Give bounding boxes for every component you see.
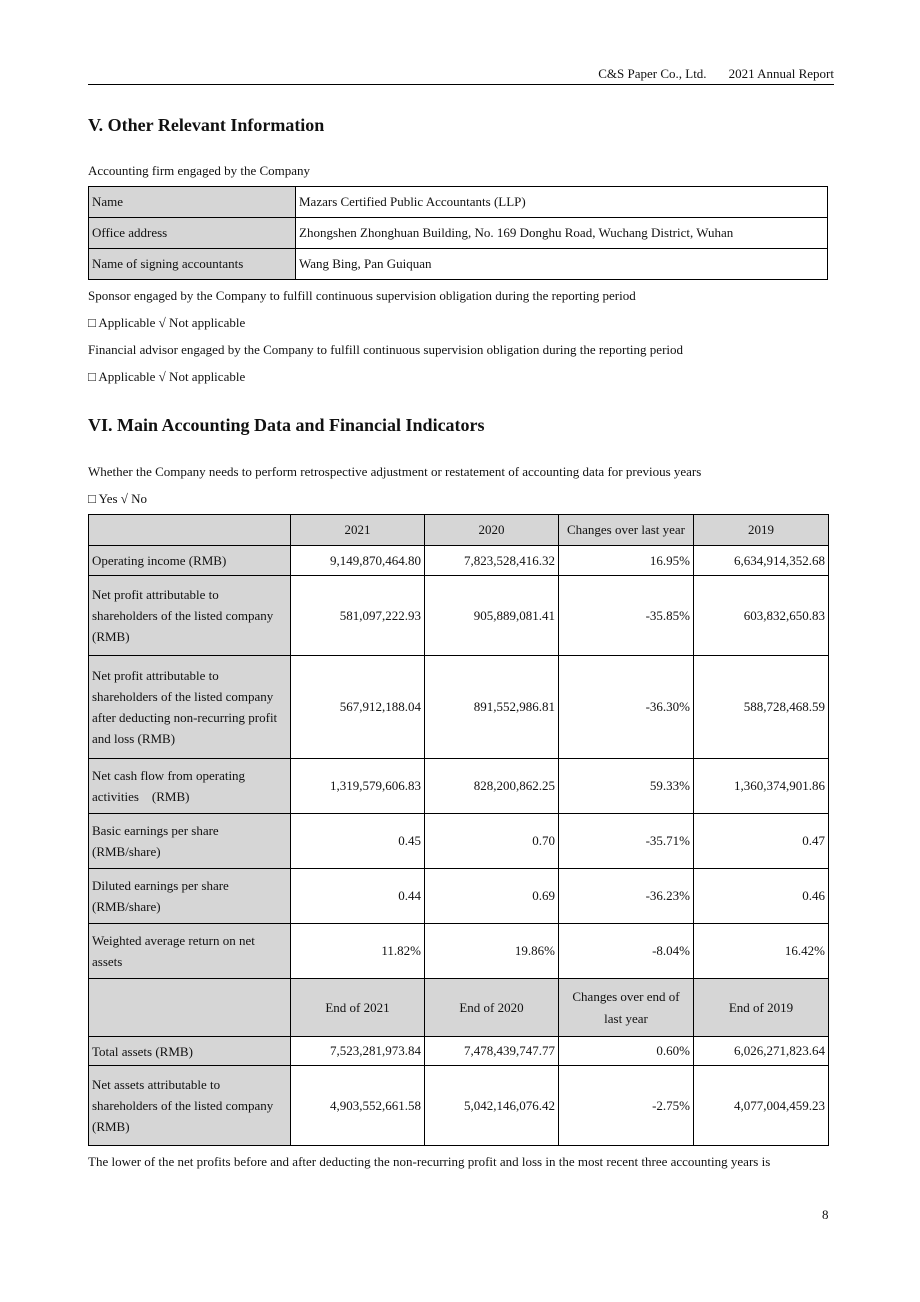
restatement-question: Whether the Company needs to perform retrospective adjustment or restatement of accounting data for previous years [88,464,702,479]
value-cell: 603,832,650.83 [694,576,829,656]
restatement-answer: □ Yes √ No [88,491,148,506]
advisor-option: □ Applicable √ Not applicable [88,369,246,384]
header-cell: 2019 [694,515,829,546]
table-row [89,759,829,814]
accounting-firm-table [88,186,828,280]
value-cell: 11.82% [291,924,425,979]
table-row [89,249,828,280]
table-row [89,546,829,576]
firm-value: Zhongshen Zhonghuan Building, No. 169 Donghu Road, Wuchang District, Wuhan [296,218,828,249]
row-label: Net profit attributable to shareholders of the listed company after deducting non-recurring profit and loss (RMB) [89,656,291,759]
row-label: Diluted earnings per share (RMB/share) [89,869,291,924]
header-company: C&S Paper Co., Ltd. [598,66,707,81]
firm-label: Name [89,187,296,218]
value-cell: -2.75% [559,1066,694,1146]
row-label: Weighted average return on net assets [89,924,291,979]
accounting-firm-intro: Accounting firm engaged by the Company [88,163,311,178]
value-cell: 5,042,146,076.42 [425,1066,559,1146]
sponsor-option: □ Applicable √ Not applicable [88,315,246,330]
header-cell: End of 2021 [291,979,425,1037]
value-cell: 0.44 [291,869,425,924]
value-cell: 0.60% [559,1037,694,1066]
value-cell: 4,077,004,459.23 [694,1066,829,1146]
value-cell: 7,823,528,416.32 [425,546,559,576]
value-cell: 891,552,986.81 [425,656,559,759]
page-header [88,66,834,85]
header-cell: Changes over end of last year [559,979,694,1037]
value-cell: 1,360,374,901.86 [694,759,829,814]
value-cell: 1,319,579,606.83 [291,759,425,814]
financial-indicators-table [88,514,829,1146]
value-cell: 9,149,870,464.80 [291,546,425,576]
header-cell: End of 2020 [425,979,559,1037]
value-cell: 0.69 [425,869,559,924]
value-cell: 7,478,439,747.77 [425,1037,559,1066]
header-cell: Changes over last year [559,515,694,546]
table-row [89,218,828,249]
value-cell: 16.42% [694,924,829,979]
row-label: Net cash flow from operating activities (RMB) [89,759,291,814]
value-cell: -35.71% [559,814,694,869]
firm-label: Name of signing accountants [89,249,296,280]
value-cell: 7,523,281,973.84 [291,1037,425,1066]
firm-label: Office address [89,218,296,249]
table-row [89,814,829,869]
firm-value: Mazars Certified Public Accountants (LLP) [296,187,828,218]
table-row [89,869,829,924]
header-cell: 2020 [425,515,559,546]
header-cell [89,979,291,1037]
header-report: 2021 Annual Report [728,66,834,81]
row-label: Net assets attributable to shareholders of the listed company (RMB) [89,1066,291,1146]
table-row [89,187,828,218]
value-cell: 0.45 [291,814,425,869]
header-cell: End of 2019 [694,979,829,1037]
table-row [89,656,829,759]
row-label: Net profit attributable to shareholders of the listed company (RMB) [89,576,291,656]
value-cell: 828,200,862.25 [425,759,559,814]
value-cell: -35.85% [559,576,694,656]
section5-title: V. Other Relevant Information [88,115,325,135]
page-number: 8 [822,1207,829,1222]
table-header-row [89,515,829,546]
section6-title: VI. Main Accounting Data and Financial Indicators [88,415,485,435]
table-row [89,1037,829,1066]
value-cell: 19.86% [425,924,559,979]
value-cell: -8.04% [559,924,694,979]
value-cell: -36.23% [559,869,694,924]
value-cell: 4,903,552,661.58 [291,1066,425,1146]
table-row [89,576,829,656]
advisor-text: Financial advisor engaged by the Company to fulfill continuous supervision obligation during the reporting period [88,342,684,357]
table-header-row [89,979,829,1037]
value-cell: 16.95% [559,546,694,576]
value-cell: 6,026,271,823.64 [694,1037,829,1066]
value-cell: 6,634,914,352.68 [694,546,829,576]
value-cell: 567,912,188.04 [291,656,425,759]
value-cell: -36.30% [559,656,694,759]
row-label: Total assets (RMB) [89,1037,291,1066]
sponsor-text: Sponsor engaged by the Company to fulfill continuous supervision obligation during the reporting period [88,288,636,303]
value-cell: 905,889,081.41 [425,576,559,656]
value-cell: 0.47 [694,814,829,869]
table-row [89,924,829,979]
footnote: The lower of the net profits before and after deducting the non-recurring profit and loss in the most recent three accounting years is [88,1154,771,1169]
value-cell: 0.70 [425,814,559,869]
header-cell: 2021 [291,515,425,546]
value-cell: 59.33% [559,759,694,814]
row-label: Operating income (RMB) [89,546,291,576]
value-cell: 0.46 [694,869,829,924]
firm-value: Wang Bing, Pan Guiquan [296,249,828,280]
header-cell [89,515,291,546]
table-row [89,1066,829,1146]
value-cell: 588,728,468.59 [694,656,829,759]
row-label: Basic earnings per share (RMB/share) [89,814,291,869]
value-cell: 581,097,222.93 [291,576,425,656]
